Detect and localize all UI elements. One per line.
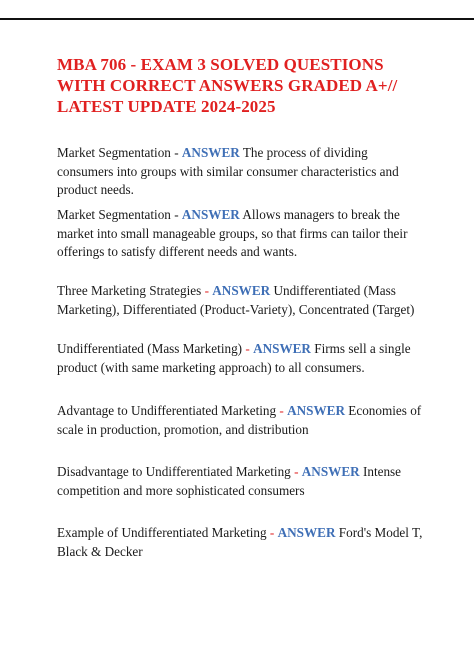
answer-label: ANSWER — [301, 464, 360, 479]
qa-answer: Allows managers to break the market into small manageable groups, so that firms can tailor their offerings to satisfy different needs and wants. — [57, 207, 408, 259]
qa-answer: Intense competition and more sophisticated consumers — [57, 464, 402, 498]
qa-answer: Firms sell a single product (with same marketing approach) to all consumers. — [57, 341, 411, 375]
qa-item — [57, 402, 427, 439]
qa-separator: - — [201, 283, 213, 298]
answer-label: ANSWER — [181, 145, 240, 160]
qa-term: Market Segmentation — [57, 207, 171, 222]
qa-answer: Ford's Model T, Black & Decker — [57, 525, 423, 559]
answer-label: ANSWER — [253, 341, 311, 356]
qa-term: Three Marketing Strategies — [57, 283, 202, 298]
qa-term: Market Segmentation — [57, 145, 171, 160]
qa-item — [57, 524, 427, 561]
qa-separator: - — [170, 207, 182, 222]
qa-separator: - — [170, 145, 182, 160]
qa-answer: Undifferentiated (Mass Marketing), Differentiated (Product-Variety), Concentrated (Target) — [57, 283, 415, 317]
qa-separator: - — [266, 525, 278, 540]
qa-term: Undifferentiated (Mass Marketing) — [57, 341, 243, 356]
qa-separator: - — [276, 403, 288, 418]
qa-term: Advantage to Undifferentiated Marketing — [57, 403, 277, 418]
qa-item — [57, 463, 427, 500]
qa-separator: - — [242, 341, 254, 356]
qa-item — [57, 144, 427, 200]
answer-label: ANSWER — [181, 207, 240, 222]
document-title: MBA 706 - EXAM 3 SOLVED QUESTIONS WITH CORRECT ANSWERS GRADED A+// LATEST UPDATE 2024-2025 — [57, 55, 398, 116]
answer-label: ANSWER — [212, 283, 271, 298]
qa-term: Disadvantage to Undifferentiated Marketing — [57, 464, 291, 479]
qa-item — [57, 340, 427, 377]
answer-label: ANSWER — [287, 403, 345, 418]
qa-item — [57, 206, 427, 262]
qa-answer: The process of dividing consumers into groups with similar consumer characteristics and product needs. — [57, 145, 399, 197]
qa-separator: - — [290, 464, 302, 479]
top-divider — [0, 18, 474, 20]
qa-answer: Economies of scale in production, promotion, and distribution — [57, 403, 422, 437]
qa-term: Example of Undifferentiated Marketing — [57, 525, 267, 540]
qa-item — [57, 282, 427, 319]
answer-label: ANSWER — [277, 525, 336, 540]
